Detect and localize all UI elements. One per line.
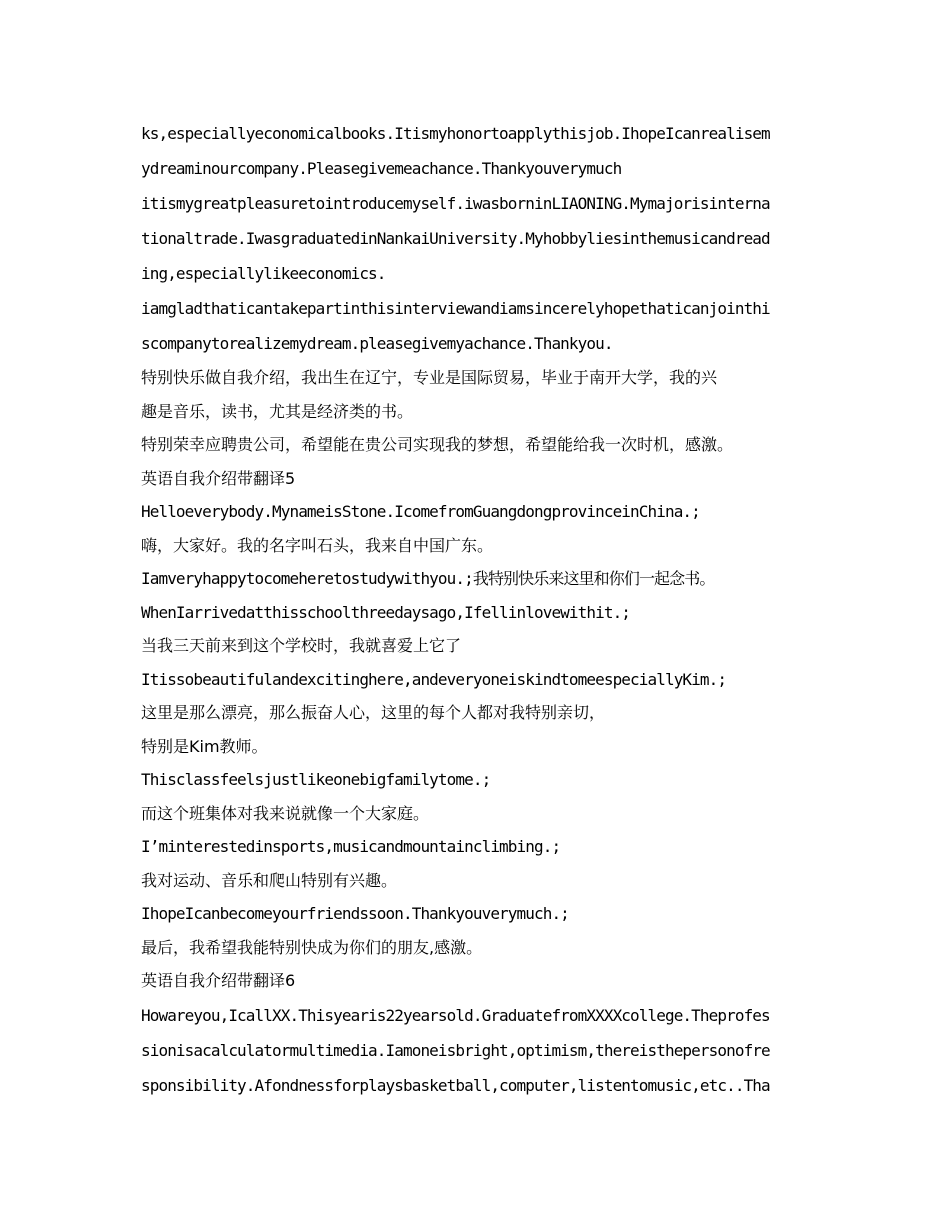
text-line: tionaltrade.IwasgraduatedinNankaiUniversity.Myhobbyliesinthemusicandread xyxy=(141,229,770,248)
text-line: 而这个班集体对我来说就像一个大家庭。 xyxy=(141,803,430,823)
text-line: sponsibility.Afondnessforplaysbasketball,computer,listentomusic,etc..Tha xyxy=(141,1075,770,1095)
document-body xyxy=(141,116,821,1103)
text-line: 嗨，大家好。我的名字叫石头，我来自中国广东。 xyxy=(141,535,494,555)
text-line: sionisacalculatormultimedia.Iamoneisbright,optimism,thereisthepersonofre xyxy=(141,1040,770,1060)
section-intro-5 xyxy=(141,361,821,998)
text-line: IhopeIcanbecomeyourfriendssoon.Thankyouverymuch.; xyxy=(141,904,569,923)
text-line: itismygreatpleasuretointroducemyself.iwasborninLIAONING.Mymajorisinterna xyxy=(141,194,770,213)
text-line: iamgladthaticantakepartinthisinterviewandiamsincerelyhopethaticanjointhi xyxy=(141,299,770,318)
text-line: ydreaminourcompany.Pleasegivemeachance.Thankyouverymuch xyxy=(141,159,622,178)
text-line: I’minterestedinsports,musicandmountainclimbing.; xyxy=(141,837,561,856)
text-line: ing,especiallylikeeconomics. xyxy=(141,264,386,283)
section-heading: 英语自我介绍带翻译5 xyxy=(141,468,296,488)
paragraph-english-intro-4 xyxy=(141,116,821,361)
text-line: 特别荣幸应聘贵公司，希望能在贵公司实现我的梦想，希望能给我一次时机，感激。 xyxy=(141,435,734,454)
text-line: 这里是那么漂亮，那么振奋人心，这里的每个人都对我特别亲切， xyxy=(141,703,606,722)
text-line: Howareyou,IcallXX.Thisyearis22yearsold.GraduatefromXXXXcollege.Theprofes xyxy=(141,1005,770,1025)
text-line: WhenIarrivedatthisschoolthreedaysago,Ifellinlovewithit.; xyxy=(141,602,631,622)
text-line: Itissobeautifulandexcitinghere,andeveryoneiskindtomeespeciallyKim.; xyxy=(141,669,727,689)
section-heading: 英语自我介绍带翻译6 xyxy=(141,971,296,990)
text-line: ks,especiallyeconomicalbooks.Itismyhonortoapplythisjob.IhopeIcanrealisem xyxy=(141,124,770,143)
text-line: 我对运动、音乐和爬山特别有兴趣。 xyxy=(141,870,398,890)
text-line: 特别快乐做自我介绍，我出生在辽宁，专业是国际贸易，毕业于南开大学，我的兴 xyxy=(141,368,718,387)
text-line: scompanytorealizemydream.pleasegivemyachance.Thankyou. xyxy=(141,334,613,353)
text-line: Thisclassfeelsjustlikeonebigfamilytome.; xyxy=(141,770,491,789)
text-line: 当我三天前来到这个学校时，我就喜爱上它了 xyxy=(141,636,462,655)
text-line: Iamveryhappytocomeheretostudywithyou.;我特别快乐来这里和你们一起念书。 xyxy=(141,569,715,588)
text-line: Helloeverybody.MynameisStone.IcomefromGuangdongprovinceinChina.; xyxy=(141,502,700,521)
text-line: 最后，我希望我能特别快成为你们的朋友,感激。 xyxy=(141,937,483,957)
text-line: 趣是音乐，读书，尤其是经济类的书。 xyxy=(141,401,414,421)
text-line: 特别是Kim教师。 xyxy=(141,736,268,756)
paragraph-english-intro-6 xyxy=(141,998,821,1103)
